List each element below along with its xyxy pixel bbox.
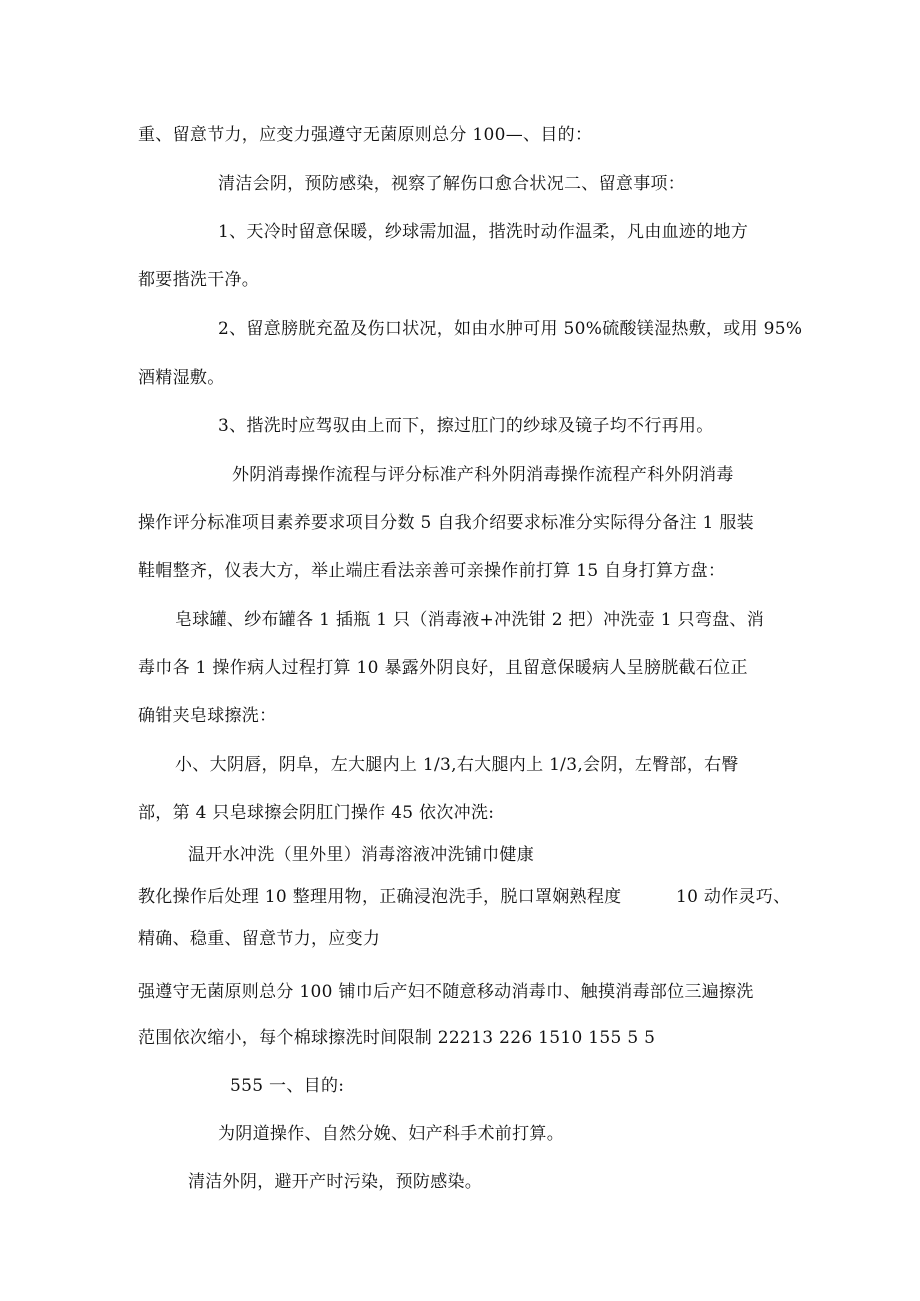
text-line-3: 1、天冷时留意保暖，纱球需加温，揩洗时动作温柔，凡由血迹的地方 <box>218 222 749 242</box>
text-line-11: 皂球罐、纱布罐各 1 插瓶 1 只（消毒液+冲洗钳 2 把）冲洗壶 1 只弯盘、消 <box>175 610 765 630</box>
text-line-18: 10 动作灵巧、 <box>676 887 791 907</box>
text-line-15: 部，第 4 只皂球擦会阴肛门操作 45 依次冲洗: <box>138 803 495 823</box>
text-line-10: 鞋帽整齐，仪表大方，举止端庄看法亲善可亲操作前打算 15 自身打算方盘： <box>138 561 726 581</box>
text-line-9: 操作评分标准项目素养要求项目分数 5 自我介绍要求标准分实际得分备注 1 服装 <box>138 513 754 533</box>
text-line-14: 小、大阴唇，阴阜，左大腿内上 1/3,右大腿内上 1/3,会阴，左臀部，右臀 <box>175 755 739 775</box>
text-line-7: 3、揩洗时应驾驭由上而下，擦过肛门的纱球及镜子均不行再用。 <box>218 416 714 436</box>
text-line-13: 确钳夹皂球擦洗： <box>138 706 277 726</box>
text-line-6: 酒精湿敷。 <box>138 368 225 388</box>
text-line-20: 强遵守无菌原则总分 100 铺巾后产妇不随意移动消毒巾、触摸消毒部位三遍擦洗 <box>138 982 754 1002</box>
text-line-19: 精确、稳重、留意节力，应变力 <box>138 929 381 949</box>
text-line-8: 外阴消毒操作流程与评分标准产科外阴消毒操作流程产科外阴消毒 <box>232 465 734 485</box>
text-line-12: 毒巾各 1 操作病人过程打算 10 暴露外阴良好，且留意保暖病人呈膀胱截石位正 <box>138 658 748 678</box>
text-line-24: 清洁外阴，避开产时污染，预防感染。 <box>188 1172 483 1192</box>
text-line-21: 范围依次缩小，每个棉球擦洗时间限制 22213 226 1510 155 5 5 <box>138 1028 656 1048</box>
text-line-16: 温开水冲洗（里外里）消毒溶液冲洗铺巾健康 <box>188 845 534 865</box>
text-line-4: 都要揩洗干净。 <box>138 270 260 290</box>
text-line-22: 555 一、目的: <box>230 1076 345 1096</box>
text-line-23: 为阴道操作、自然分娩、妇产科手术前打算。 <box>218 1124 564 1144</box>
text-line-2: 清洁会阴，预防感染，视察了解伤口愈合状况二、留意事项： <box>218 174 686 194</box>
text-line-1: 重、留意节力，应变力强遵守无菌原则总分 100—、目的： <box>138 125 593 145</box>
text-line-5: 2、留意膀胱充盈及伤口状况，如由水肿可用 50%硫酸镁湿热敷，或用 95% <box>218 319 803 339</box>
text-line-17: 教化操作后处理 10 整理用物，正确浸泡洗手，脱口罩娴熟程度 <box>138 887 622 907</box>
